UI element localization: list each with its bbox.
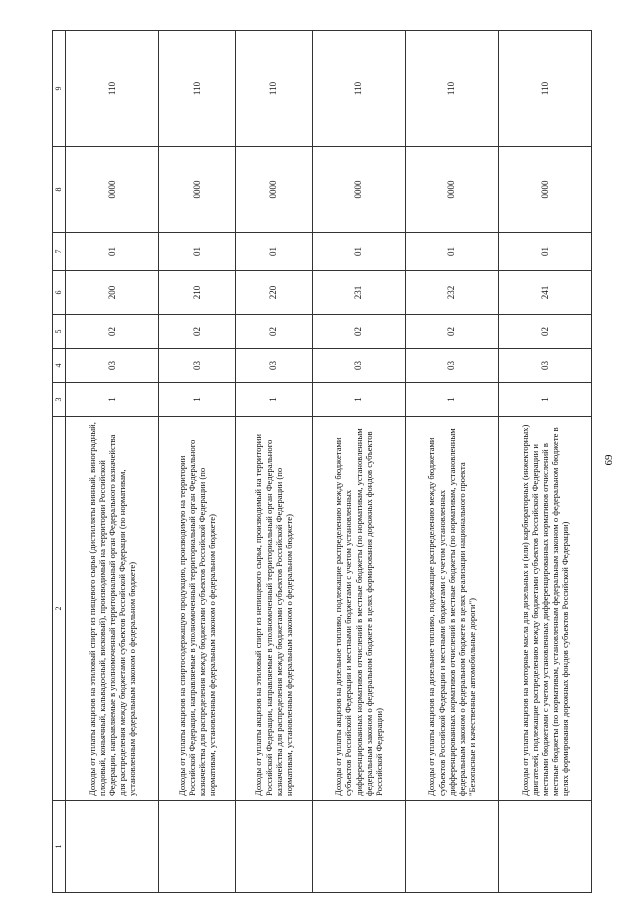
row-cell-c6: 231 bbox=[312, 271, 405, 315]
row-cell-c5: 02 bbox=[235, 315, 312, 349]
row-cell-c9: 110 bbox=[235, 31, 312, 147]
row-cell-c4: 03 bbox=[498, 349, 591, 383]
row-cell-c9: 110 bbox=[159, 31, 236, 147]
row-cell-c1 bbox=[498, 801, 591, 893]
row-cell-c1 bbox=[66, 801, 159, 893]
row-cell-c1 bbox=[312, 801, 405, 893]
row-cell-c5: 02 bbox=[159, 315, 236, 349]
row-cell-c4: 03 bbox=[405, 349, 498, 383]
table-body bbox=[66, 31, 592, 893]
table-row bbox=[312, 31, 405, 893]
row-cell-c1 bbox=[405, 801, 498, 893]
row-cell-c8: 0000 bbox=[159, 147, 236, 233]
row-cell-c8: 0000 bbox=[312, 147, 405, 233]
row-cell-c9: 110 bbox=[312, 31, 405, 147]
row-cell-c6: 220 bbox=[235, 271, 312, 315]
column-number-8: 8 bbox=[53, 147, 66, 233]
row-cell-c1 bbox=[159, 801, 236, 893]
row-cell-c6: 210 bbox=[159, 271, 236, 315]
row-cell-c7: 01 bbox=[498, 233, 591, 271]
row-cell-c7: 01 bbox=[405, 233, 498, 271]
row-cell-c6: 232 bbox=[405, 271, 498, 315]
column-number-3: 3 bbox=[53, 383, 66, 417]
row-cell-c3: 1 bbox=[405, 383, 498, 417]
row-cell-c7: 01 bbox=[312, 233, 405, 271]
row-cell-c8: 0000 bbox=[235, 147, 312, 233]
page-number: 69 bbox=[603, 454, 615, 466]
row-description: Доходы от уплаты акцизов на дизельное топливо, подлежащие распределению между бюджетами субъектов Российской Федерации и местными бюджетами с учетом установленных дифференцированных нормативов отчислений в местные бюджеты (по нормативам, установленным федеральным законом о федеральном бюджете в целях реализации национального проекта "Безопасные и качественные автомобильные дороги") bbox=[405, 417, 498, 801]
column-number-7: 7 bbox=[53, 233, 66, 271]
row-cell-c8: 0000 bbox=[66, 147, 159, 233]
column-number-6: 6 bbox=[53, 271, 66, 315]
row-cell-c5: 02 bbox=[498, 315, 591, 349]
column-number-row bbox=[53, 31, 66, 893]
table-row bbox=[235, 31, 312, 893]
budget-codes-table bbox=[52, 30, 592, 893]
row-cell-c3: 1 bbox=[66, 383, 159, 417]
row-cell-c3: 1 bbox=[498, 383, 591, 417]
row-cell-c5: 02 bbox=[66, 315, 159, 349]
row-description: Доходы от уплаты акцизов на дизельное топливо, подлежащие распределению между бюджетами субъектов Российской Федерации и местными бюджетами с учетом установленных дифференцированных нормативов отчислений в местные бюджеты (по нормативам, установленным федеральным законом о федеральном бюджете в целях формирования дорожных фондов субъектов Российской Федерации) bbox=[312, 417, 405, 801]
row-cell-c4: 03 bbox=[159, 349, 236, 383]
row-cell-c5: 02 bbox=[405, 315, 498, 349]
row-cell-c9: 110 bbox=[405, 31, 498, 147]
row-cell-c4: 03 bbox=[66, 349, 159, 383]
column-number-1: 1 bbox=[53, 801, 66, 893]
row-cell-c3: 1 bbox=[235, 383, 312, 417]
row-cell-c9: 110 bbox=[498, 31, 591, 147]
row-cell-c7: 01 bbox=[235, 233, 312, 271]
table-row bbox=[405, 31, 498, 893]
row-cell-c3: 1 bbox=[312, 383, 405, 417]
row-cell-c8: 0000 bbox=[498, 147, 591, 233]
row-description: Доходы от уплаты акцизов на этиловый спирт из непищевого сырья, производимый на территории Российской Федерации, направляемые в уполномоченный территориальный орган Федерального казначейства для распределения между бюджетами субъектов Российской Федерации (по нормативам, установленным федеральным законом о федеральном бюджете) bbox=[235, 417, 312, 801]
column-number-5: 5 bbox=[53, 315, 66, 349]
table-row bbox=[498, 31, 591, 893]
row-cell-c9: 110 bbox=[66, 31, 159, 147]
row-cell-c5: 02 bbox=[312, 315, 405, 349]
row-cell-c7: 01 bbox=[159, 233, 236, 271]
row-description: Доходы от уплаты акцизов на моторные масла для дизельных и (или) карбюраторных (инжекторных) двигателей, подлежащие распределению между бюджетами субъектов Российской Федерации и местными бюджетами с учетом установленных дифференцированных нормативов отчислений в местные бюджеты (по нормативам, установленным федеральным законом о федеральном бюджете в целях формирования дорожных фондов субъектов Российской Федерации) bbox=[498, 417, 591, 801]
row-cell-c7: 01 bbox=[66, 233, 159, 271]
column-number-2: 2 bbox=[53, 417, 66, 801]
row-cell-c1 bbox=[235, 801, 312, 893]
row-cell-c4: 03 bbox=[312, 349, 405, 383]
row-cell-c8: 0000 bbox=[405, 147, 498, 233]
table-row bbox=[159, 31, 236, 893]
row-cell-c4: 03 bbox=[235, 349, 312, 383]
row-description: Доходы от уплаты акцизов на спиртосодержащую продукцию, производимую на территории Российской Федерации, направляемые в уполномоченный территориальный орган Федерального казначейства для распределения между бюджетами субъектов Российской Федерации (по нормативам, установленным федеральным законом о федеральном бюджете) bbox=[159, 417, 236, 801]
row-cell-c3: 1 bbox=[159, 383, 236, 417]
column-number-4: 4 bbox=[53, 349, 66, 383]
row-cell-c6: 241 bbox=[498, 271, 591, 315]
table-row bbox=[66, 31, 159, 893]
column-number-9: 9 bbox=[53, 31, 66, 147]
row-cell-c6: 200 bbox=[66, 271, 159, 315]
row-description: Доходы от уплаты акцизов на этиловый спирт из пищевого сырья (дистилляты винный, виноградный, плодовый, коньячный, кальвадосный, висковый), производимый на территории Российской Федерации, направляемые в уполномоченный территориальный орган Федерального казначейства для распределения между бюджетами субъектов Российской Федерации (по нормативам, установленным федеральным законом о федеральном бюджете) bbox=[66, 417, 159, 801]
